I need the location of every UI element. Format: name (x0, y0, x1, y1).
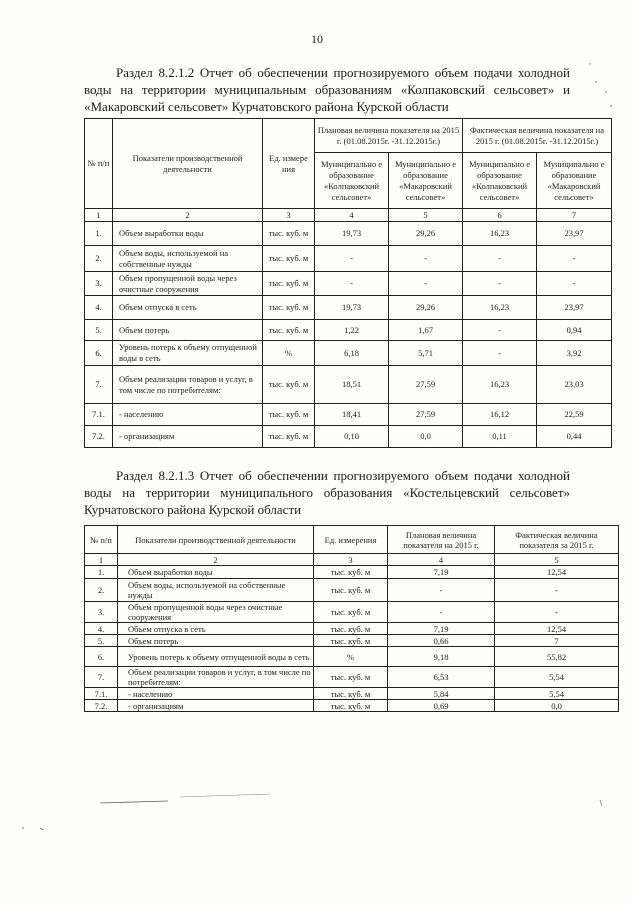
row-number: 5. (85, 635, 118, 647)
section-1-heading (84, 64, 570, 115)
plan-makarovsky: 1,67 (389, 320, 463, 341)
fact-value: 5,54 (495, 688, 619, 700)
section-1-heading-text: Раздел 8.2.1.2 Отчет об обеспечении прогнозируемого объем подачи холодной воды на территории муниципальным образованиям «Колпаковский сельсовет» и «Макаровский сельсовет» Курчатовского района Курской области (84, 65, 570, 114)
plan-value: - (388, 579, 495, 602)
row-number: 1. (85, 566, 118, 579)
plan-value: 7,19 (388, 623, 495, 635)
unit-cell: тыс. куб. м (314, 667, 388, 688)
plan-makarovsky: 27,59 (389, 366, 463, 404)
header-no: № п/п (85, 119, 113, 209)
fact-kolpakovsky: 16,23 (463, 222, 537, 246)
table-kosteltsevsky (84, 525, 619, 712)
column-number: 1 (85, 209, 113, 222)
indicator-name: Объем реализации товаров и услуг, в том числе по потребителям: (118, 667, 314, 688)
table-row (85, 602, 619, 623)
fact-makarovsky: 23,03 (537, 366, 612, 404)
table-row (85, 647, 619, 667)
row-number: 7.1. (85, 688, 118, 700)
table-row (85, 246, 612, 272)
header-unit: Ед. измерения (314, 526, 388, 554)
table-row (85, 566, 619, 579)
header-fact-kolpakovsky: Муниципально е образование «Колпаковский сельсовет» (463, 153, 537, 209)
column-number: 5 (495, 554, 619, 566)
plan-makarovsky: 27,59 (389, 404, 463, 426)
header-fact-makarovsky: Муниципально е образование «Макаровский сельсовет» (537, 153, 612, 209)
unit-cell: тыс. куб. м (263, 404, 315, 426)
column-numbers-row (85, 554, 619, 566)
plan-value: - (388, 602, 495, 623)
table-row (85, 320, 612, 341)
column-number: 4 (388, 554, 495, 566)
table-row (85, 700, 619, 712)
fact-makarovsky: 23,97 (537, 296, 612, 320)
fact-makarovsky: - (537, 272, 612, 296)
header-fact-group: Фактическая величина показателя на 2015 г. (01.08.2015г. -31.12.2015г.) (463, 119, 612, 153)
plan-value: 0,66 (388, 635, 495, 647)
column-number: 4 (315, 209, 389, 222)
fact-value: 0,0 (495, 700, 619, 712)
indicator-name: Объем отпуска в сеть (118, 623, 314, 635)
table-row (85, 296, 612, 320)
fact-kolpakovsky: - (463, 341, 537, 366)
unit-cell: % (263, 341, 315, 366)
plan-makarovsky: - (389, 246, 463, 272)
plan-makarovsky: 29,26 (389, 222, 463, 246)
table-row (85, 623, 619, 635)
fact-value: 12,54 (495, 623, 619, 635)
fact-kolpakovsky: - (463, 320, 537, 341)
indicator-name: Объем реализации товаров и услуг, в том числе по потребителям: (113, 366, 263, 404)
plan-makarovsky: 29,26 (389, 296, 463, 320)
unit-cell: тыс. куб. м (314, 566, 388, 579)
row-number: 7. (85, 366, 113, 404)
plan-value: 5,84 (388, 688, 495, 700)
row-number: 7. (85, 667, 118, 688)
unit-cell: тыс. куб. м (263, 366, 315, 404)
plan-kolpakovsky: 19,73 (315, 296, 389, 320)
table-row (85, 667, 619, 688)
column-number: 3 (314, 554, 388, 566)
column-number: 5 (389, 209, 463, 222)
fact-value: 7 (495, 635, 619, 647)
fact-makarovsky: 0,94 (537, 320, 612, 341)
indicator-name: - населению (118, 688, 314, 700)
column-numbers-row (85, 209, 612, 222)
row-number: 1. (85, 222, 113, 246)
page-number: 10 (311, 32, 323, 46)
table-row (85, 366, 612, 404)
header-plan: Плановая величина показателя на 2015 г. (388, 526, 495, 554)
row-number: 7.2. (85, 700, 118, 712)
indicator-name: - населению (113, 404, 263, 426)
plan-makarovsky: - (389, 272, 463, 296)
row-number: 4. (85, 623, 118, 635)
table-kolpakovsky-makarovsky (84, 118, 612, 448)
plan-makarovsky: 0,0 (389, 426, 463, 448)
plan-kolpakovsky: 18,41 (315, 404, 389, 426)
fact-makarovsky: 22,59 (537, 404, 612, 426)
plan-kolpakovsky: 1,22 (315, 320, 389, 341)
column-number: 7 (537, 209, 612, 222)
fact-value: - (495, 579, 619, 602)
unit-cell: % (314, 647, 388, 667)
fact-kolpakovsky: 16,12 (463, 404, 537, 426)
header-indicator: Показатели производственной деятельности (113, 119, 263, 209)
fact-value: 12,54 (495, 566, 619, 579)
column-number: 2 (113, 209, 263, 222)
indicator-name: Объем пропущенной воды через очистные сооружения (118, 602, 314, 623)
plan-value: 7,19 (388, 566, 495, 579)
indicator-name: - организациям (118, 700, 314, 712)
header-no: № п/п (85, 526, 118, 554)
row-number: 6. (85, 341, 113, 366)
indicator-name: Уровень потерь к объему отпущенной воды в сеть (118, 647, 314, 667)
indicator-name: Объем пропущенной воды через очистные сооружения (113, 272, 263, 296)
indicator-name: Объем отпуска в сеть (113, 296, 263, 320)
row-number: 2. (85, 579, 118, 602)
fact-value: - (495, 602, 619, 623)
header-plan-kolpakovsky: Муниципально е образование «Колпаковский сельсовет» (315, 153, 389, 209)
unit-cell: тыс. куб. м (263, 222, 315, 246)
plan-kolpakovsky: - (315, 246, 389, 272)
fact-value: 5,54 (495, 667, 619, 688)
row-number: 6. (85, 647, 118, 667)
indicator-name: Объем выработки воды (113, 222, 263, 246)
plan-makarovsky: 5,71 (389, 341, 463, 366)
fact-makarovsky: 0,44 (537, 426, 612, 448)
row-number: 3. (85, 272, 113, 296)
header-indicator: Показатели производственной деятельности (118, 526, 314, 554)
column-number: 1 (85, 554, 118, 566)
indicator-name: Объем потерь (113, 320, 263, 341)
fact-makarovsky: - (537, 246, 612, 272)
unit-cell: тыс. куб. м (263, 272, 315, 296)
table-row (85, 272, 612, 296)
table-row (85, 635, 619, 647)
column-number: 3 (263, 209, 315, 222)
indicator-name: Объем выработки воды (118, 566, 314, 579)
indicator-name: Уровень потерь к объему отпущенной воды в сеть (113, 341, 263, 366)
fact-value: 55,82 (495, 647, 619, 667)
unit-cell: тыс. куб. м (314, 700, 388, 712)
fact-kolpakovsky: - (463, 246, 537, 272)
row-number: 7.2. (85, 426, 113, 448)
unit-cell: тыс. куб. м (314, 579, 388, 602)
unit-cell: тыс. куб. м (263, 246, 315, 272)
fact-makarovsky: 3,92 (537, 341, 612, 366)
row-number: 4. (85, 296, 113, 320)
header-plan-makarovsky: Муниципально е образование «Макаровский сельсовет» (389, 153, 463, 209)
fact-kolpakovsky: 0,11 (463, 426, 537, 448)
row-number: 3. (85, 602, 118, 623)
indicator-name: - организациям (113, 426, 263, 448)
plan-kolpakovsky: 6,18 (315, 341, 389, 366)
column-number: 2 (118, 554, 314, 566)
column-number: 6 (463, 209, 537, 222)
row-number: 7.1. (85, 404, 113, 426)
plan-value: 9,18 (388, 647, 495, 667)
unit-cell: тыс. куб. м (263, 320, 315, 341)
unit-cell: тыс. куб. м (314, 635, 388, 647)
plan-kolpakovsky: - (315, 272, 389, 296)
table-row (85, 222, 612, 246)
fact-kolpakovsky: 16,23 (463, 296, 537, 320)
unit-cell: тыс. куб. м (314, 688, 388, 700)
header-unit: Ед. измере ния (263, 119, 315, 209)
table-row (85, 688, 619, 700)
row-number: 5. (85, 320, 113, 341)
indicator-name: Объем потерь (118, 635, 314, 647)
indicator-name: Объем воды, используемой на собственные нужды (118, 579, 314, 602)
plan-kolpakovsky: 0,10 (315, 426, 389, 448)
indicator-name: Объем воды, используемой на собственные нужды (113, 246, 263, 272)
header-plan-group: Плановая величина показателя на 2015 г. (01.08.2015г. -31.12.2015г.) (315, 119, 463, 153)
table-row (85, 404, 612, 426)
row-number: 2. (85, 246, 113, 272)
section-2-heading-text: Раздел 8.2.1.3 Отчет об обеспечении прогнозируемого объем подачи холодной воды на территории муниципального образования «Костельцевский сельсовет» Курчатовского района Курской области (84, 468, 570, 517)
plan-value: 0,69 (388, 700, 495, 712)
table-row (85, 579, 619, 602)
header-fact: Фактическая величина показателя за 2015 г. (495, 526, 619, 554)
unit-cell: тыс. куб. м (263, 296, 315, 320)
section-2-heading (84, 467, 570, 518)
fact-kolpakovsky: - (463, 272, 537, 296)
table-row (85, 426, 612, 448)
unit-cell: тыс. куб. м (314, 602, 388, 623)
fact-kolpakovsky: 16,23 (463, 366, 537, 404)
unit-cell: тыс. куб. м (263, 426, 315, 448)
plan-kolpakovsky: 19,73 (315, 222, 389, 246)
fact-makarovsky: 23,97 (537, 222, 612, 246)
plan-kolpakovsky: 18,51 (315, 366, 389, 404)
unit-cell: тыс. куб. м (314, 623, 388, 635)
table-row (85, 341, 612, 366)
plan-value: 6,53 (388, 667, 495, 688)
